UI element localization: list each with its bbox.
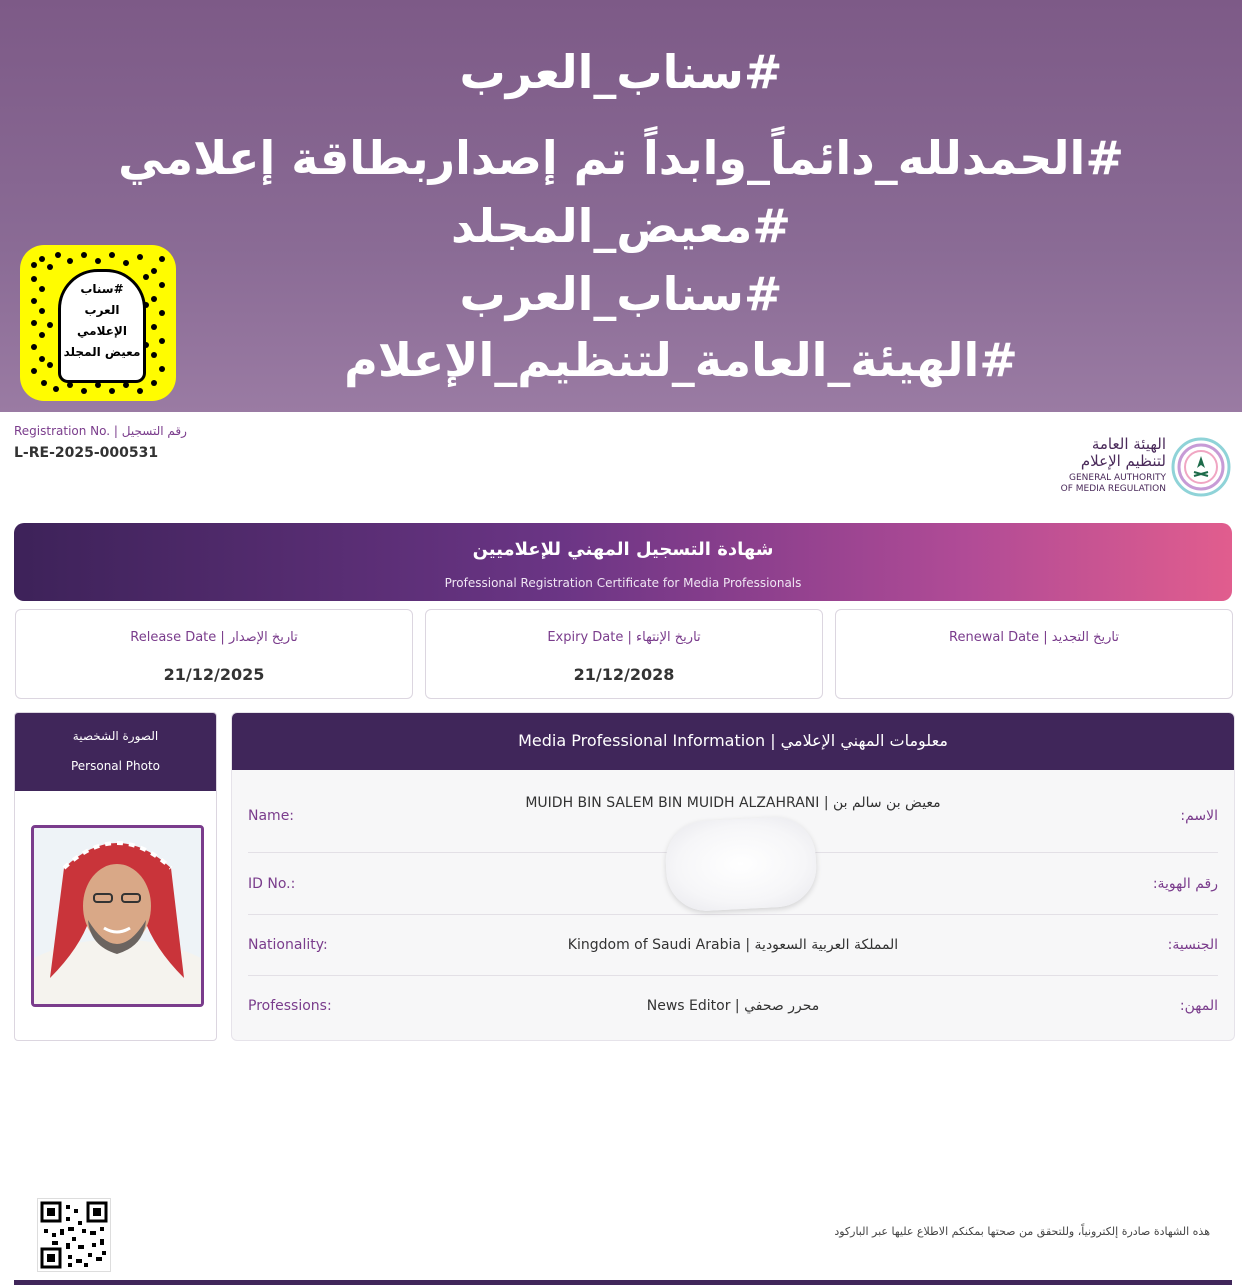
nationality-value: Kingdom of Saudi Arabia | المملكة العربية السعودية xyxy=(567,937,899,953)
logo-english-line: GENERAL AUTHORITY xyxy=(1069,473,1166,483)
authority-logo-arabic xyxy=(1030,436,1166,470)
personal-photo-title-arabic: الصورة الشخصية xyxy=(72,729,159,743)
bottom-divider xyxy=(14,1280,1232,1285)
release-date-value: 21/12/2025 xyxy=(163,665,265,684)
qr-code-icon xyxy=(38,1199,110,1271)
banner-hashtag-line-4: #سناب_العرب xyxy=(459,267,783,321)
snapcode-caption-line: معيض المجلد xyxy=(63,345,141,359)
id-label-english: ID No.: xyxy=(248,876,296,892)
snapcode-qr[interactable] xyxy=(20,245,176,401)
name-label-arabic: الاسم: xyxy=(1180,808,1218,824)
nationality-label-arabic: الجنسية: xyxy=(1167,937,1218,953)
snapcode-caption xyxy=(58,279,146,363)
person-portrait-icon xyxy=(34,828,201,1004)
info-row-professions xyxy=(248,976,1218,1036)
name-value: MUIDH BIN SALEM BIN MUIDH ALZAHRANI | معيض بن سالم بن xyxy=(525,795,941,811)
expiry-date-label: Expiry Date | تاريخ الإنتهاء xyxy=(547,630,701,645)
logo-arabic-line: الهيئة العامة xyxy=(1091,435,1166,453)
certificate-title-arabic: شهادة التسجيل المهني للإعلاميين xyxy=(472,539,774,560)
professions-label-english: Professions: xyxy=(248,998,332,1014)
logo-english-line: OF MEDIA REGULATION xyxy=(1060,484,1166,494)
verification-qr-code[interactable] xyxy=(37,1198,111,1272)
registration-number: L-RE-2025-000531 xyxy=(14,445,159,461)
verification-note: هذه الشهادة صادرة إلكترونياً، وللتحقق من صحتها بمكنكم الاطلاع عليها عبر الباركود xyxy=(834,1225,1210,1238)
expiry-date-value: 21/12/2028 xyxy=(573,665,675,684)
info-card-title: Media Professional Information | معلومات المهني الإعلامي xyxy=(518,731,948,750)
registration-label: Registration No. | رقم التسجيل xyxy=(14,424,187,438)
expiry-date-card xyxy=(425,609,823,699)
professions-label-arabic: المهن: xyxy=(1179,998,1218,1014)
certificate-title-band xyxy=(14,523,1232,601)
personal-photo-title-english: Personal Photo xyxy=(70,759,161,773)
banner-hashtag-line-1: #سناب_العرب xyxy=(459,45,783,99)
snapcode-caption-line: العرب xyxy=(84,303,120,317)
info-card-header xyxy=(232,713,1234,770)
nationality-label-english: Nationality: xyxy=(248,937,328,953)
authority-logo-english xyxy=(1030,473,1166,495)
profile-photo xyxy=(31,825,204,1007)
authority-emblem-icon xyxy=(1170,436,1232,498)
id-redaction-blur xyxy=(664,815,819,913)
professions-value: News Editor | محرر صحفي xyxy=(646,998,820,1014)
snapcode-caption-line: #سناب xyxy=(80,282,124,296)
personal-photo-header xyxy=(15,713,216,791)
certificate-title-english: Professional Registration Certificate for Media Professionals xyxy=(444,576,802,590)
personal-photo-card xyxy=(14,712,217,1041)
id-label-arabic: رقم الهوية: xyxy=(1152,876,1218,892)
renewal-date-label: Renewal Date | تاريخ التجديد xyxy=(949,630,1119,645)
name-label-english: Name: xyxy=(248,808,295,824)
snapcode-caption-line: الإعلامي xyxy=(77,324,127,338)
media-professional-info-card xyxy=(231,712,1235,1041)
banner-hashtag-line-3: #معيض_المجلد xyxy=(451,199,791,253)
renewal-date-card xyxy=(835,609,1233,699)
release-date-label: Release Date | تاريخ الإصدار xyxy=(130,630,298,645)
logo-arabic-line: لتنظيم الإعلام xyxy=(1080,452,1166,470)
info-row-nationality xyxy=(248,915,1218,976)
promo-banner xyxy=(0,0,1242,412)
banner-hashtag-line-5: #الهيئة_العامة_لتنظيم_الإعلام xyxy=(344,333,1018,387)
release-date-card xyxy=(15,609,413,699)
banner-hashtag-line-2: #الحمدلله_دائماً_وابداً تم إصداربطاقة إعلامي xyxy=(118,131,1124,185)
